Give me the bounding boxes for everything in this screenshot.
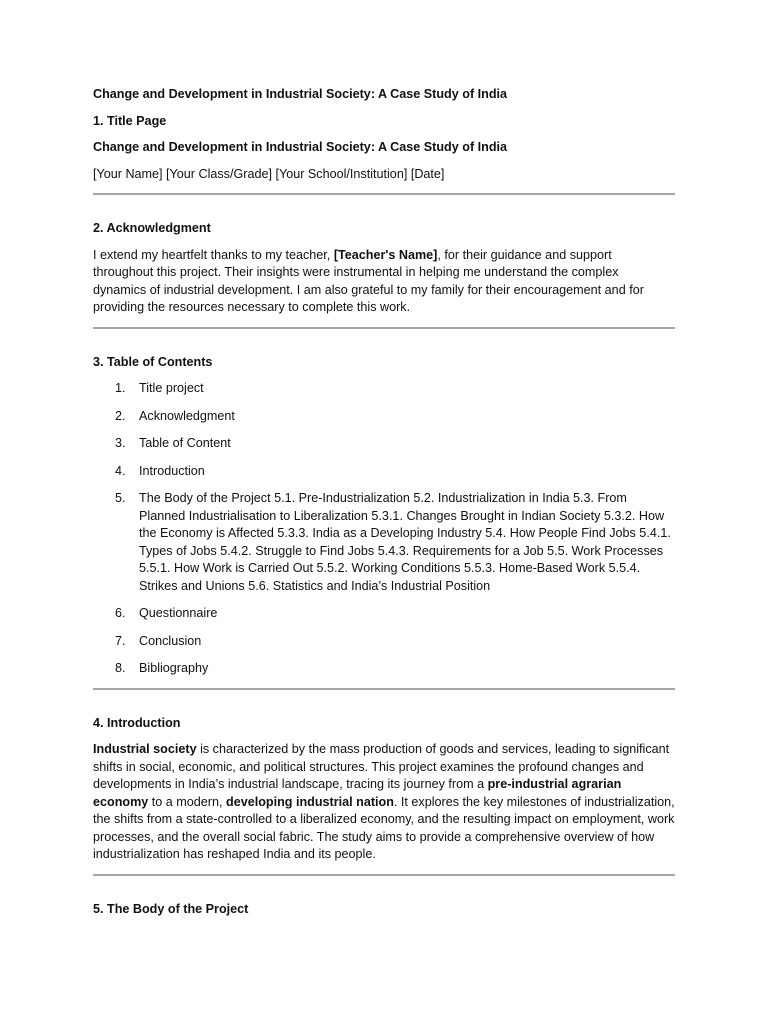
toc-item-number: 7. bbox=[115, 633, 126, 648]
document-content bbox=[93, 86, 675, 918]
toc-item-number: 5. bbox=[115, 491, 126, 505]
toc-item-number: 3. bbox=[115, 436, 126, 450]
intro-bold-industrial-nation: developing industrial nation bbox=[226, 794, 394, 809]
toc-item-number: 6. bbox=[115, 606, 126, 620]
intro-bold-industrial-society: Industrial society bbox=[93, 742, 197, 756]
acknowledgment-text-end: , for their guidance and support throughout this project. Their insights were instrumental in helping me understand the complex dynamics of industrial development. I am also grateful to my family for their encouragement and for providing the resources necessary to complete this work. bbox=[93, 247, 644, 314]
toc-item bbox=[93, 490, 675, 595]
table-of-contents-list bbox=[93, 380, 675, 678]
section-title-page-heading: 1. Title Page bbox=[93, 113, 167, 128]
toc-item-text: The Body of the Project 5.1. Pre-Industrialization 5.2. Industrialization in India 5.3. From Planned Industrialisation to Liberalization 5.3.1. Changes Brought in Indian Society 5.3.2. How the Economy is Affected 5.3.3. India as a Developing Industry 5.4. How People Find Jobs 5.4.1. Types of Jobs 5.4.2. Struggle to Find Jobs 5.4.3. Requirements for a Job 5.5. Work Processes 5.5.1. How Work is Carried Out 5.5.2. Working Conditions 5.5.3. Home-Based Work 5.5.4. Strikes and Unions 5.6. Statistics and India’s Industrial Position bbox=[139, 491, 671, 593]
acknowledgment-paragraph bbox=[93, 247, 675, 317]
toc-item bbox=[93, 463, 675, 481]
intro-text: . It explores the key milestones of industrialization, the shifts from a state-controlled to a liberalized economy, and the resulting impact on employment, work processes, and the overall social fabric. The study aims to provide a comprehensive overview of how industrialization has reshaped India and its people. bbox=[93, 794, 675, 861]
title-page-title: Change and Development in Industrial Society: A Case Study of India bbox=[93, 140, 508, 154]
intro-bold-agrarian-economy: pre-industrial agrarian economy bbox=[93, 777, 622, 809]
section-acknowledgment-heading: 2. Acknowledgment bbox=[93, 221, 211, 235]
toc-item-text: Bibliography bbox=[139, 661, 209, 675]
intro-text: is characterized by the mass production of goods and services, leading to significant shifts in social, economic, and political structures. This project examines the profound changes and developments in India’s industrial landscape, tracing its journey from a bbox=[93, 742, 670, 791]
toc-item-number: 2. bbox=[115, 408, 126, 423]
toc-item bbox=[93, 435, 675, 453]
toc-item bbox=[93, 633, 675, 651]
toc-item bbox=[93, 660, 675, 678]
section-toc-heading: 3. Table of Contents bbox=[93, 354, 213, 369]
intro-text: to a modern, bbox=[148, 794, 226, 809]
toc-item-number: 4. bbox=[115, 463, 126, 478]
acknowledgment-text-start: I extend my heartfelt thanks to my teacher, bbox=[93, 247, 334, 262]
toc-item-text: Questionnaire bbox=[139, 606, 218, 620]
section-introduction-heading: 4. Introduction bbox=[93, 715, 181, 730]
toc-item-text: Acknowledgment bbox=[139, 408, 235, 423]
toc-item-text: Conclusion bbox=[139, 633, 202, 648]
toc-item bbox=[93, 408, 675, 426]
teacher-name-placeholder: [Teacher's Name] bbox=[333, 247, 438, 262]
toc-item-number: 1. bbox=[115, 381, 126, 395]
divider bbox=[93, 874, 675, 876]
toc-item-text: Table of Content bbox=[139, 436, 231, 450]
title-page-placeholders: [Your Name] [Your Class/Grade] [Your School/Institution] [Date] bbox=[93, 166, 445, 181]
toc-item-text: Title project bbox=[139, 381, 204, 395]
divider bbox=[93, 327, 675, 329]
document-title: Change and Development in Industrial Society: A Case Study of India bbox=[93, 87, 508, 101]
toc-item bbox=[93, 605, 675, 623]
divider bbox=[93, 688, 675, 690]
toc-item bbox=[93, 380, 675, 398]
divider bbox=[93, 193, 675, 195]
toc-item-number: 8. bbox=[115, 661, 126, 675]
toc-item-text: Introduction bbox=[139, 463, 205, 478]
section-body-heading: 5. The Body of the Project bbox=[93, 901, 249, 916]
introduction-paragraph bbox=[93, 741, 675, 864]
